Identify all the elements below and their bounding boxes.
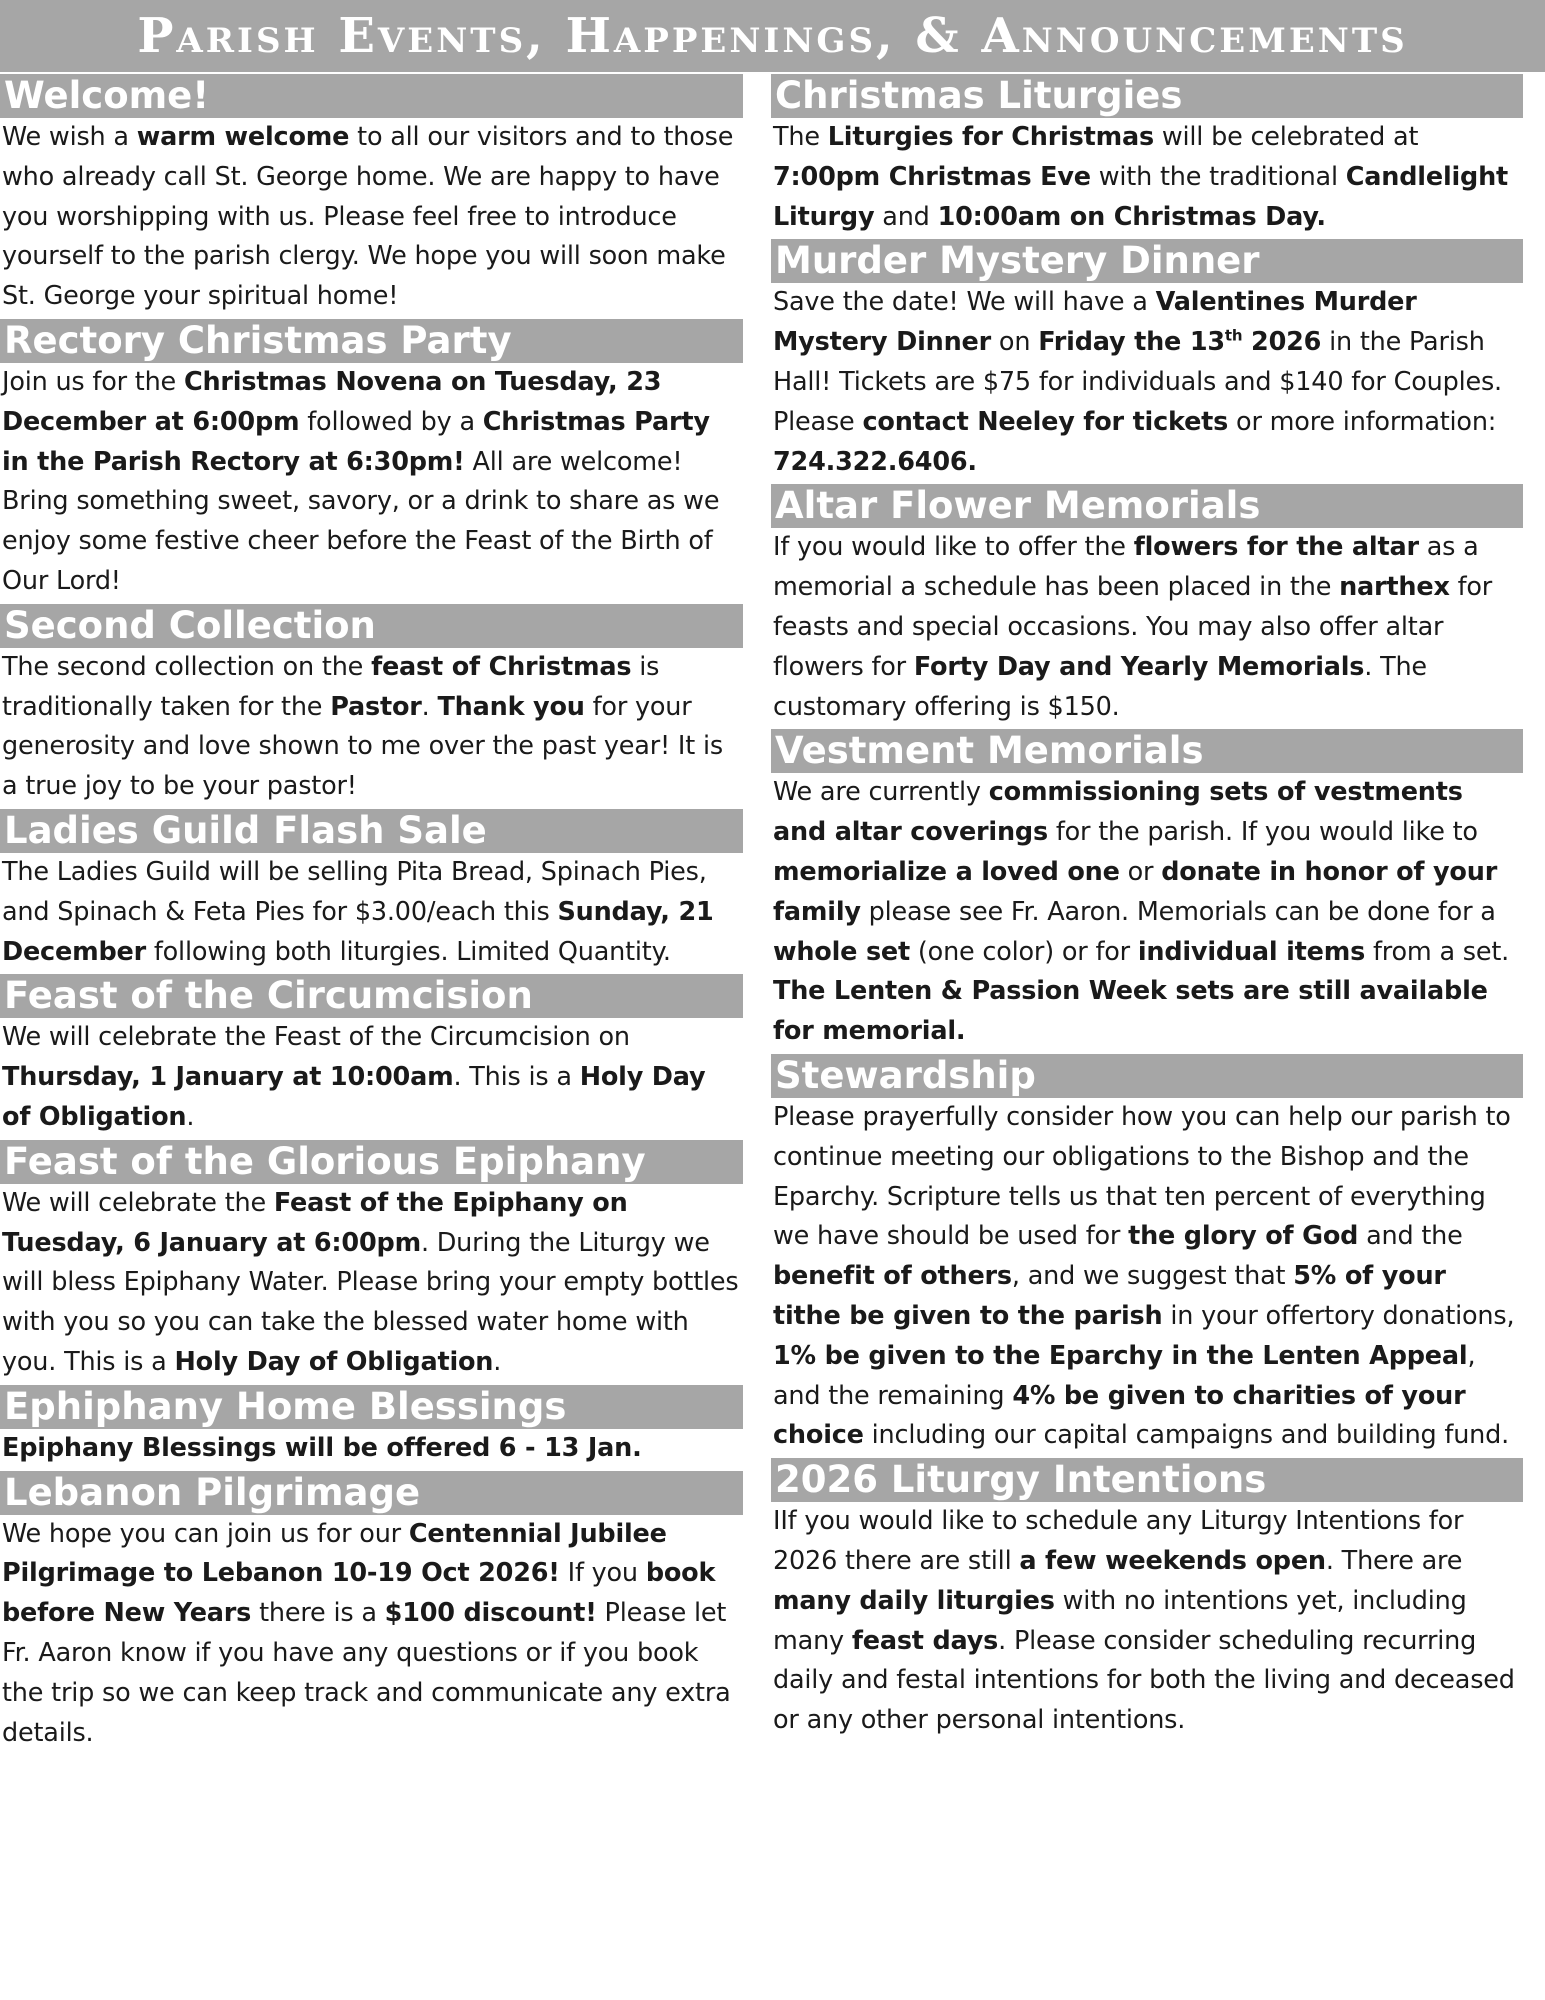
section-christmas-liturgies (771, 74, 1523, 237)
section-body: The Ladies Guild will be selling Pita Bread, Spinach Pies, and Spinach & Feta Pies for $3.00/each this Sunday, 21 December following both liturgies. Limited Quantity. (2, 856, 714, 967)
emphasis-text: Epiphany Blessings will be offered 6 - 13 Jan. (2, 1432, 642, 1463)
emphasis-text: feast days (851, 1625, 999, 1656)
section-title: Lebanon Pilgrimage (0, 1471, 743, 1515)
emphasis-text: Friday the 13 (1038, 327, 1225, 358)
section-body: We will celebrate the Feast of the Epiphany on Tuesday, 6 January at 6:00pm. During the Liturgy we will bless Epiphany Water. Please bring your empty bottles with you so you can take the blessed water home with you. This is a Holy Day of Obligation. (2, 1187, 739, 1377)
section-vestment-memorials (771, 729, 1523, 1052)
emphasis-text: 5% of your tithe be given to the parish (773, 1261, 1446, 1331)
section-body: The Liturgies for Christmas will be celebrated at 7:00pm Christmas Eve with the traditional Candlelight Liturgy and 10:00am on Christmas Day. (773, 122, 1509, 232)
section-body: IIf you would like to schedule any Liturgy Intentions for 2026 there are still a few weekends open. There are many daily liturgies with no intentions yet, including many feast days. Please consider scheduling recurring daily and festal intentions for both the living and deceased or any other personal intentions. (773, 1506, 1515, 1736)
section-body: If you would like to offer the flowers for the altar as a memorial a schedule has been placed in the narthex for feasts and special occasions. You may also offer altar flowers for Forty Day and Yearly Memorials. The customary offering is $150. (773, 532, 1493, 722)
section-stewardship (771, 1054, 1523, 1456)
emphasis-text: Pastor (330, 691, 422, 722)
section-title: Rectory Christmas Party (0, 319, 743, 363)
section-body: We will celebrate the Feast of the Circumcision on Thursday, 1 January at 10:00am. This is a Holy Day of Obligation. (2, 1022, 706, 1132)
emphasis-text: Liturgies for Christmas (827, 122, 1154, 152)
emphasis-text: donate in honor of your family (773, 856, 1498, 927)
emphasis-text: the glory of God (1128, 1221, 1359, 1252)
section-body: We wish a warm welcome to all our visitors and to those who already call St. George home. We are happy to have you worshipping with us. Please feel free to introduce yourself to the parish clergy. We hope you will soon make St. George your spiritual home! (2, 122, 734, 312)
left-column (0, 74, 743, 1755)
emphasis-text: Thursday, 1 January at 10:00am (2, 1062, 454, 1093)
section-second-collection (0, 604, 743, 807)
emphasis-text: 2026 (1242, 327, 1322, 358)
emphasis-text: Holy Day of Obligation (174, 1346, 494, 1377)
emphasis-text: contact Neeley for tickets (862, 406, 1229, 437)
emphasis-text: Holy Day of Obligation (2, 1062, 706, 1132)
section-title: Murder Mystery Dinner (771, 239, 1523, 283)
emphasis-text: memorialize a loved one (773, 856, 1120, 887)
section-body: We are currently commissioning sets of vestments and altar coverings for the parish. If you would like to memorialize a loved one or donate in honor of your family please see Fr. Aaron. Memorials can be done for a whole set (one color) or for individual items from a set. The Lenten & Passion Week sets are still available for memorial. (773, 777, 1510, 1047)
section-body: The second collection on the feast of Christmas is traditionally taken for the Pastor. Thank you for your generosity and love shown to me over the past year! It is a true joy to be your pastor! (2, 651, 723, 802)
emphasis-text: benefit of others (773, 1261, 1012, 1292)
emphasis-text: a few weekends open (1019, 1545, 1326, 1576)
emphasis-text: $100 discount! (384, 1598, 597, 1629)
section-title: Ladies Guild Flash Sale (0, 809, 743, 853)
emphasis-text: 724.322.6406. (773, 446, 977, 477)
emphasis-text: Centennial Jubilee Pilgrimage to Lebanon 10-19 Oct 2026! (2, 1518, 667, 1589)
section-title: Welcome! (0, 74, 743, 118)
section-body: Join us for the Christmas Novena on Tuesday, 23 December at 6:00pm followed by a Christmas Party in the Parish Rectory at 6:30pm! All are welcome! Bring something sweet, savory, or a drink to share as we enjoy some festive cheer before the Feast of the Birth of Our Lord! (2, 366, 720, 596)
section-altar-flower-memorials (771, 484, 1523, 727)
emphasis-text: whole set (773, 936, 911, 967)
section-lebanon-pilgrimage (0, 1471, 743, 1754)
section-title: Christmas Liturgies (771, 74, 1523, 118)
emphasis-text: commissioning sets of vestments and altar coverings (773, 777, 1463, 848)
section-murder-mystery-dinner (771, 239, 1523, 482)
section-title: 2026 Liturgy Intentions (771, 1458, 1523, 1502)
section-title: Feast of the Circumcision (0, 974, 743, 1018)
section-ephiphany-home-blessings (0, 1385, 743, 1469)
section-welcome (0, 74, 743, 317)
superscript-text: th (1224, 326, 1243, 345)
section-title: Ephiphany Home Blessings (0, 1385, 743, 1429)
emphasis-text: Valentines Murder Mystery Dinner (773, 287, 1417, 358)
emphasis-text: flowers for the altar (1133, 532, 1419, 563)
section-ladies-guild-flash-sale (0, 809, 743, 972)
emphasis-text: feast of Christmas (371, 651, 632, 682)
section-title: Feast of the Glorious Epiphany (0, 1140, 743, 1184)
emphasis-text: Christmas Party in the Parish Rectory at 6:30pm! (2, 406, 710, 477)
emphasis-text: Forty Day and Yearly Memorials (913, 651, 1365, 682)
section-rectory-christmas-party (0, 319, 743, 602)
section-title: Altar Flower Memorials (771, 484, 1523, 528)
emphasis-text: 1% be given to the Eparchy in the Lenten Appeal (773, 1340, 1468, 1371)
emphasis-text: 4% be given to charities of your choice (773, 1380, 1466, 1451)
section-2026-liturgy-intentions (771, 1458, 1523, 1741)
section-body (0, 1429, 743, 1469)
emphasis-text: individual items (1137, 936, 1366, 967)
emphasis-text: book before New Years (2, 1558, 716, 1629)
emphasis-text: Thank you (437, 691, 585, 722)
emphasis-text: many daily liturgies (773, 1585, 1055, 1616)
section-title: Stewardship (771, 1054, 1523, 1098)
section-title: Second Collection (0, 604, 743, 648)
section-feast-of-the-glorious-epiphany (0, 1140, 743, 1383)
section-title: Vestment Memorials (771, 729, 1523, 773)
section-body: Save the date! We will have a Valentines Murder Mystery Dinner on Friday the 13th 2026 in the Parish Hall! Tickets are $75 for individuals and $140 for Couples. Please contact Neeley for tickets or more information: 724.322.6406. (773, 287, 1502, 477)
section-body: We hope you can join us for our Centennial Jubilee Pilgrimage to Lebanon 10-19 Oct 2026! If you book before New Years there is a $100 discount! Please let Fr. Aaron know if you have any questions or if you book the trip so we can keep track and communicate any extra details. (2, 1518, 731, 1748)
emphasis-text: 10:00am on Christmas Day. (937, 201, 1326, 232)
emphasis-text: Candlelight Liturgy (773, 161, 1509, 232)
emphasis-text: The Lenten & Passion Week sets are still available for memorial. (773, 976, 1488, 1047)
emphasis-text: Feast of the Epiphany on Tuesday, 6 January at 6:00pm (2, 1187, 628, 1258)
page-banner: Parish Events, Happenings, & Announcements (0, 0, 1545, 72)
section-body: Please prayerfully consider how you can help our parish to continue meeting our obligations to the Bishop and the Eparchy. Scripture tells us that ten percent of everything we have should be used for the glory of God and the benefit of others, and we suggest that 5% of your tithe be given to the parish in your offertory donations, 1% be given to the Eparchy in the Lenten Appeal, and the remaining 4% be given to charities of your choice including our capital campaigns and building fund. (773, 1101, 1515, 1451)
right-column (771, 74, 1523, 1743)
emphasis-text: narthex (1339, 572, 1450, 603)
section-feast-of-the-circumcision (0, 974, 743, 1137)
emphasis-text: warm welcome (136, 122, 350, 152)
emphasis-text: 7:00pm Christmas Eve (773, 161, 1091, 192)
emphasis-text: Christmas Novena on Tuesday, 23 December at 6:00pm (2, 366, 662, 437)
emphasis-text: Sunday, 21 December (2, 896, 714, 967)
